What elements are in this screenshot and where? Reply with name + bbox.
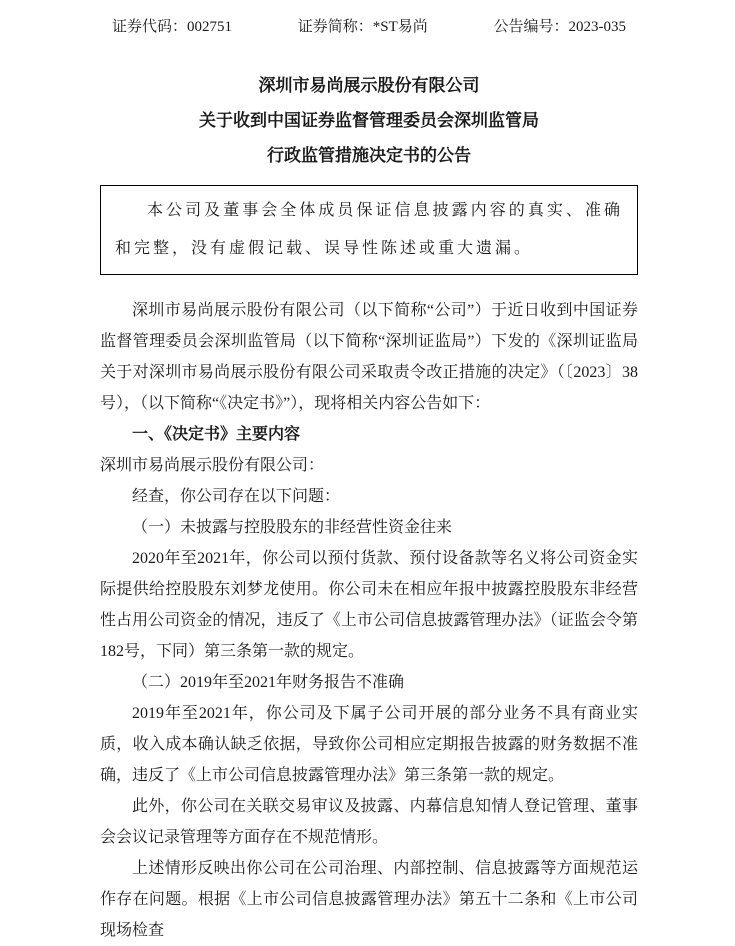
announcement-number [493,16,626,38]
stock-code-label: 证券代码： [112,19,188,35]
document-title-line-3: 行政监管措施决定书的公告 [267,146,471,165]
subheading-issue-2: （二）2019年至2021年财务报告不准确 [132,674,405,691]
disclaimer-box [100,185,638,275]
paragraph-issue-1-detail: 2020年至2021年，你公司以预付货款、预付设备款等名义将公司资金实际提供给控股股东刘梦龙使用。你公司未在相应年报中披露控股股东非经营性占用公司资金的情况，违反了《上市公司信息披露管理办法》（证监会令第182号，下同）第三条第一款的规定。 [100,550,638,660]
announcement-number-value: 2023-035 [568,19,626,35]
stock-name [298,16,428,38]
paragraph-addressee: 深圳市易尚展示股份有限公司： [100,457,325,474]
paragraph-issue-2-detail: 2019年至2021年，你公司及下属子公司开展的部分业务不具有商业实质，收入成本确认缺乏依据，导致你公司相应定期报告披露的财务数据不准确，违反了《上市公司信息披露管理办法》第三条第一款的规定。 [100,705,638,784]
stock-name-value: *ST易尚 [372,19,428,35]
stock-name-label: 证券简称： [297,19,373,35]
document-title-line-2: 关于收到中国证券监督管理委员会深圳监管局 [199,111,539,130]
section-heading-decision-content: 一、《决定书》主要内容 [132,426,301,443]
paragraph-findings-lead: 经查，你公司存在以下问题： [132,488,341,505]
stock-code-value: 002751 [187,19,233,35]
disclaimer-text: 本公司及董事会全体成员保证信息披露内容的真实、准确和完整，没有虚假记载、误导性陈述或重大遗漏。 [115,202,623,257]
subheading-issue-1: （一）未披露与控股股东的非经营性资金往来 [132,519,453,536]
document-body [100,295,638,946]
paragraph-conclusion: 上述情形反映出你公司在公司治理、内部控制、信息披露等方面规范运作存在问题。根据《上市公司信息披露管理办法》第五十二条和《上市公司现场检查 [100,860,638,939]
stock-code [112,16,232,38]
document-title [100,68,638,173]
document-title-line-1: 深圳市易尚展示股份有限公司 [258,76,480,95]
announcement-number-label: 公告编号： [493,19,569,35]
paragraph-additional-issues: 此外，你公司在关联交易审议及披露、内幕信息知情人登记管理、董事会会议记录管理等方面存在不规范情形。 [100,798,638,846]
paragraph-intro: 深圳市易尚展示股份有限公司（以下简称“公司”）于近日收到中国证券监督管理委员会深圳监管局（以下简称“深圳证监局”）下发的《深圳证监局关于对深圳市易尚展示股份有限公司采取责令改正措施的决定》（〔2023〕38号），（以下简称“《决定书》”），现将相关内容公告如下： [100,302,638,412]
document-header [100,16,638,38]
